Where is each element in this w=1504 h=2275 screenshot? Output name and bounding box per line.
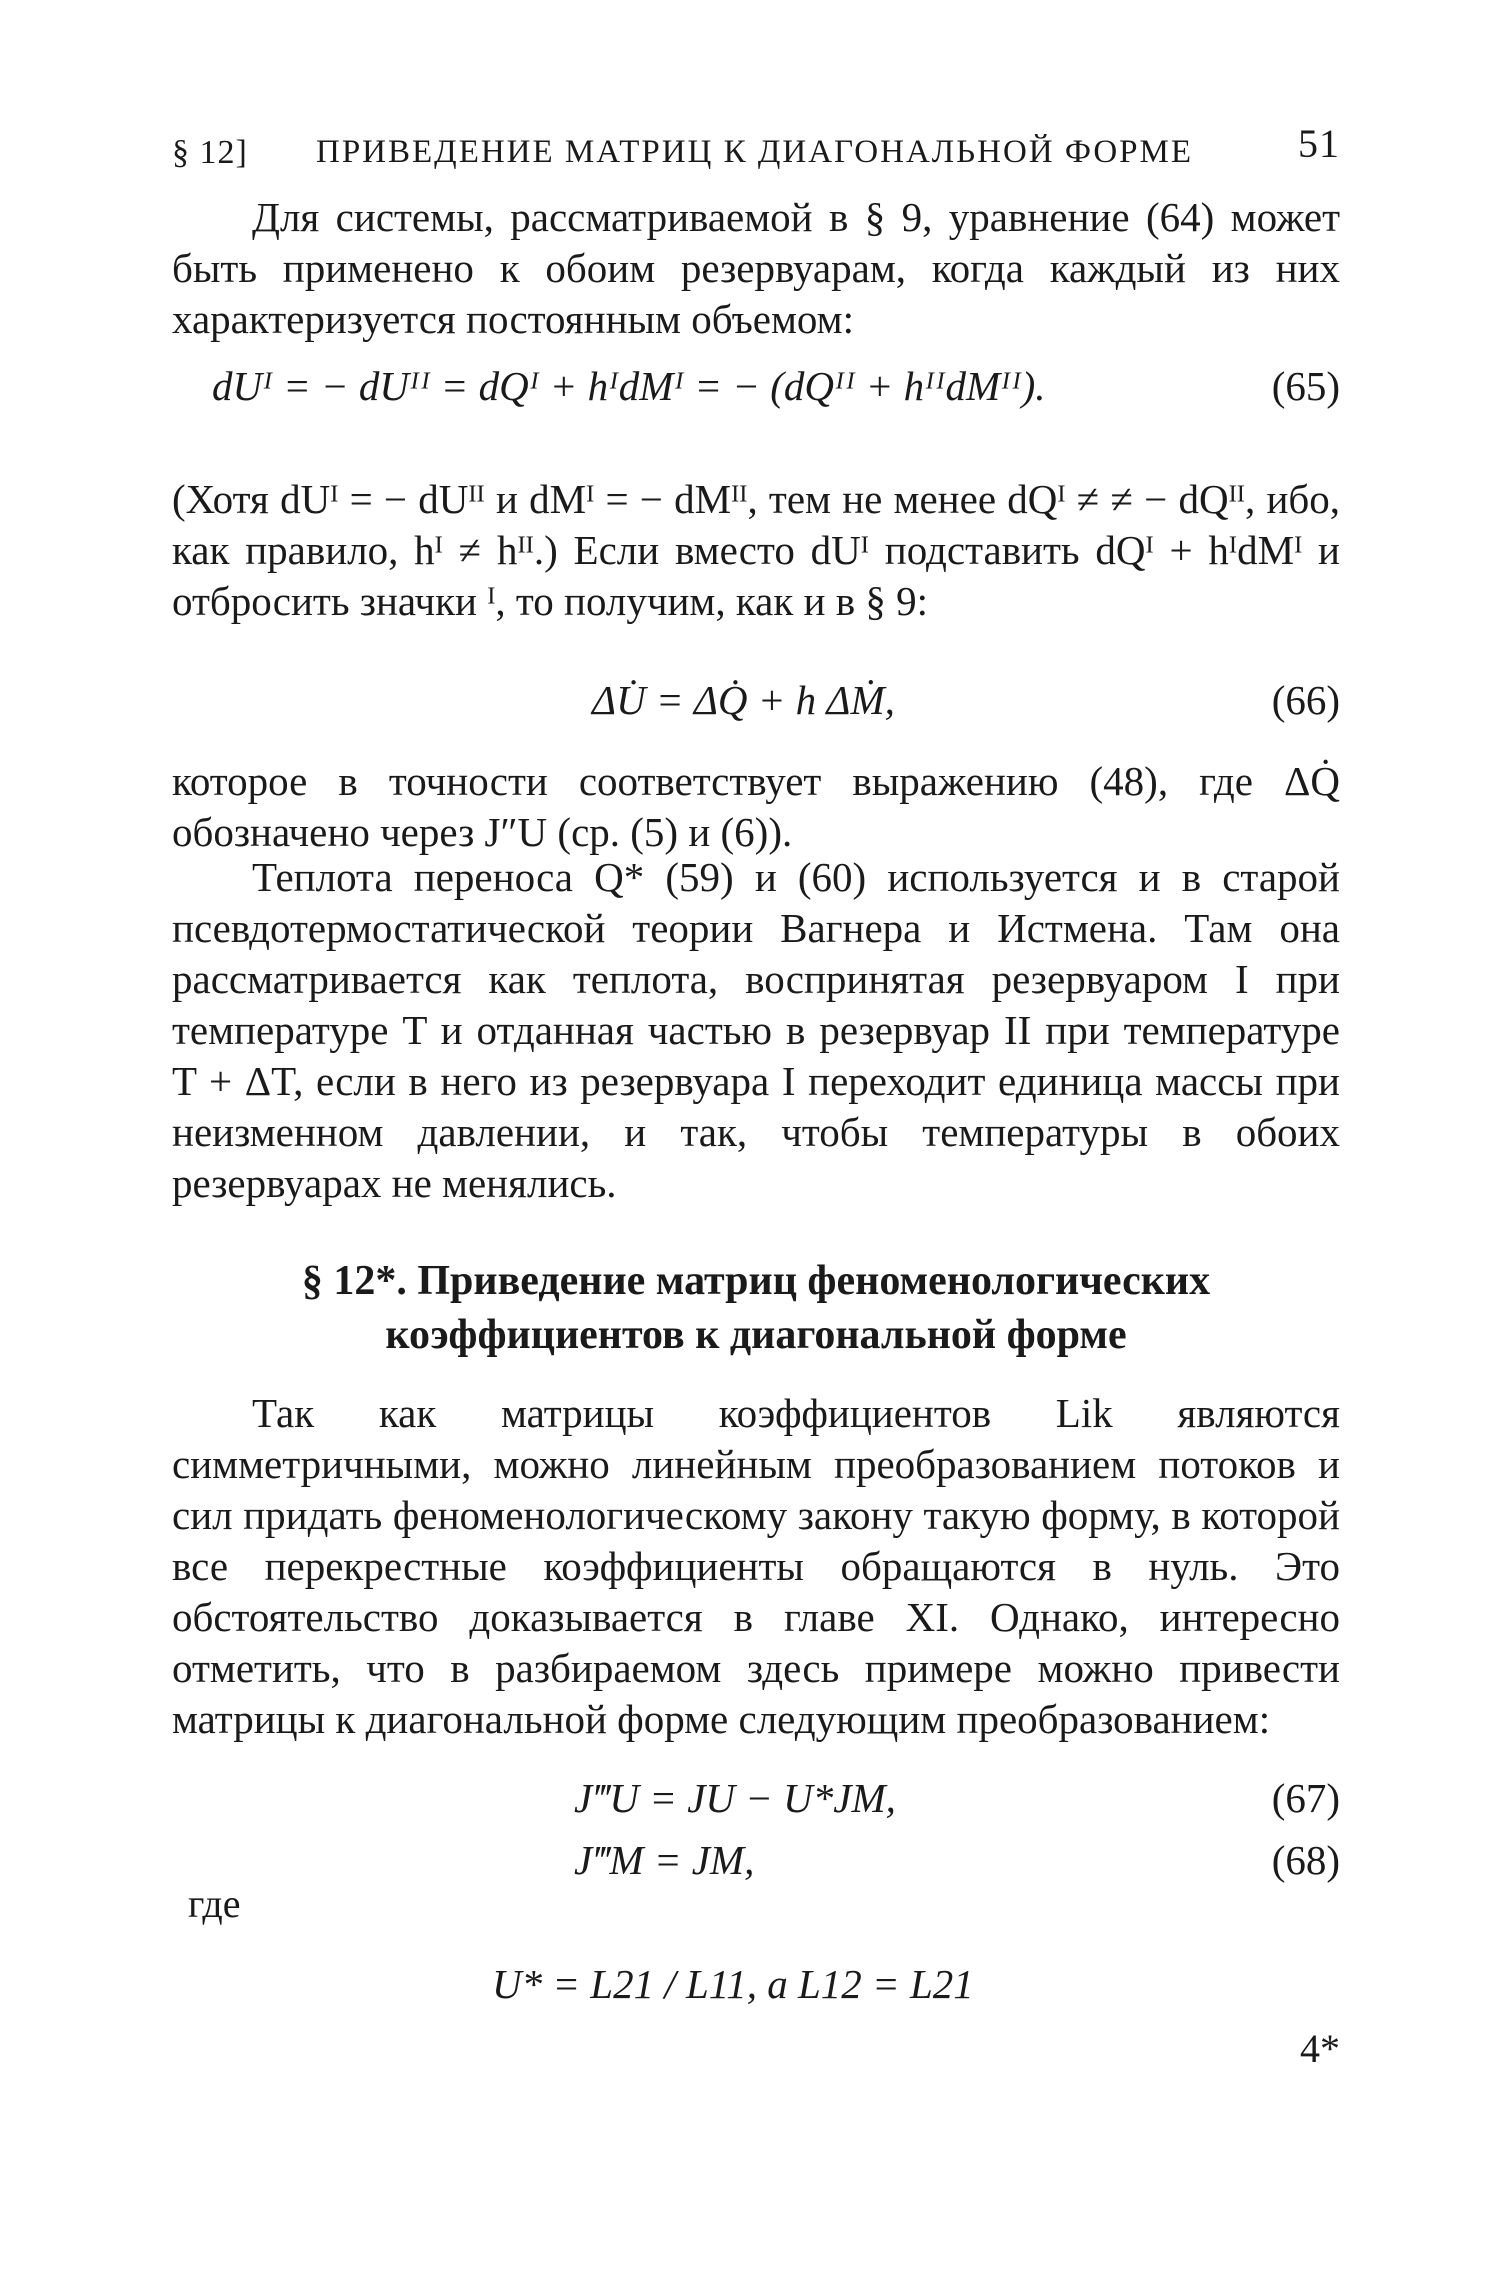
equation-66: [172, 672, 1340, 728]
equation-final: [172, 1956, 1340, 2012]
equation-66-expr: ΔU̇ = ΔQ̇ + h ΔṀ,: [592, 677, 895, 723]
header-section: § 12]: [172, 134, 248, 171]
running-header: [172, 120, 1340, 180]
paragraph-1: Для системы, рассматриваемой в § 9, уравнение (64) может быть применено к обоим резервуарам, когда каждый из них характеризуется постоянным объемом:: [172, 194, 1340, 342]
page-number: 51: [1298, 121, 1340, 166]
paragraph-2: (Хотя dUᴵ = − dUᴵᴵ и dMᴵ = − dMᴵᴵ, тем не менее dQᴵ ≠ ≠ − dQᴵᴵ, ибо, как правило, hᴵ ≠ hᴵᴵ.) Если вместо dUᴵ подставить dQᴵ + hᴵdMᴵ и отбросить значки ᴵ, то получим, как и в § 9:: [172, 476, 1340, 624]
equation-65: [172, 358, 1340, 414]
section-heading: [172, 1254, 1340, 1362]
equation-66-number: (66): [1271, 677, 1340, 723]
equation-68: [172, 1832, 1340, 1888]
section-heading-line-1: § 12*. Приведение матриц феноменологических: [301, 1258, 1211, 1304]
paragraph-3: которое в точности соответствует выражению (48), где ΔQ̇ обозначено через J″U (ср. (5) и (6)).: [172, 758, 1340, 855]
where-label: где: [188, 1881, 241, 1926]
equation-68-number: (68): [1271, 1837, 1340, 1883]
paragraph-4: Теплота переноса Q* (59) и (60) используется и в старой псевдотермостатической теории Вагнера и Истмена. Там она рассматривается как теплота, воспринятая резервуаром I при температуре T и отданная частью в резервуар II при температуре T + ΔT, если в него из резервуара I переходит единица массы при неизменном давлении, и так, чтобы температуры в обоих резервуарах не менялись.: [172, 854, 1340, 1206]
equation-67-expr: J‴U = JU − U*JM,: [574, 1775, 896, 1821]
equation-68-expr: J‴M = JM,: [574, 1837, 755, 1883]
equation-67-number: (67): [1271, 1775, 1340, 1821]
equation-65-number: (65): [1271, 363, 1340, 409]
section-heading-line-2: коэффициентов к диагональной форме: [385, 1312, 1127, 1358]
equation-65-expr: dUᴵ = − dUᴵᴵ = dQᴵ + hᴵdMᴵ = − (dQᴵᴵ + hᴵᴵdMᴵᴵ).: [212, 363, 1046, 409]
paragraph-5: Так как матрицы коэффициентов Lik являются симметричными, можно линейным преобразованием потоков и сил придать феноменологическому закону такую форму, в которой все перекрестные коэффициенты обращаются в нуль. Это обстоятельство доказывается в главе XI. Однако, интересно отметить, что в разбираемом здесь примере можно привести матрицы к диагональной форме следующим преобразованием:: [172, 1390, 1340, 1742]
signature-mark: 4*: [1300, 2026, 1340, 2071]
equation-67: [172, 1770, 1340, 1826]
equation-final-expr: U* = L21 / L11, а L12 = L21: [492, 1961, 974, 2007]
header-title: ПРИВЕДЕНИЕ МАТРИЦ К ДИАГОНАЛЬНОЙ ФОРМЕ: [316, 134, 1194, 170]
